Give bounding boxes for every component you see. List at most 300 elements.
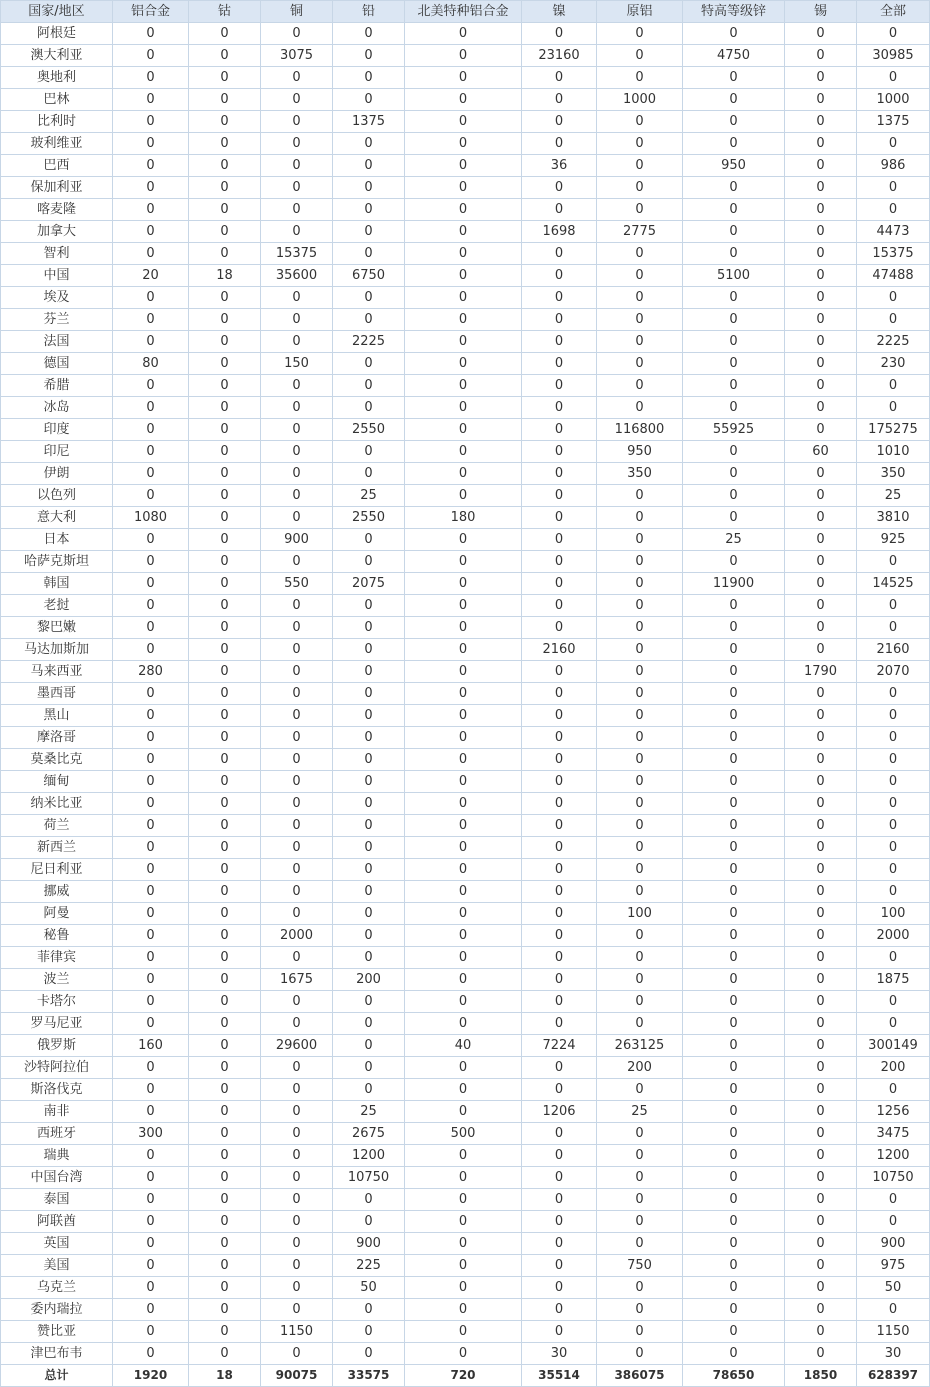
value-cell: 950	[683, 155, 785, 177]
value-cell: 0	[113, 1167, 189, 1189]
value-cell: 0	[857, 67, 930, 89]
country-cell: 希腊	[1, 375, 113, 397]
value-cell: 0	[683, 837, 785, 859]
value-cell: 0	[785, 67, 857, 89]
country-cell: 卡塔尔	[1, 991, 113, 1013]
value-cell: 35600	[261, 265, 333, 287]
value-cell: 0	[522, 793, 597, 815]
value-cell: 0	[405, 881, 522, 903]
value-cell: 0	[785, 1101, 857, 1123]
value-cell: 0	[522, 903, 597, 925]
value-cell: 0	[785, 1255, 857, 1277]
value-cell: 0	[785, 903, 857, 925]
value-cell: 0	[405, 221, 522, 243]
value-cell: 0	[857, 1013, 930, 1035]
value-cell: 0	[405, 1321, 522, 1343]
country-cell: 芬兰	[1, 309, 113, 331]
value-cell: 0	[189, 375, 261, 397]
value-cell: 0	[683, 1343, 785, 1365]
value-cell: 0	[405, 947, 522, 969]
value-cell: 0	[333, 1321, 405, 1343]
value-cell: 0	[189, 859, 261, 881]
value-cell: 0	[785, 1211, 857, 1233]
value-cell: 0	[597, 199, 683, 221]
value-cell: 280	[113, 661, 189, 683]
value-cell: 0	[597, 331, 683, 353]
value-cell: 350	[597, 463, 683, 485]
value-cell: 0	[785, 705, 857, 727]
value-cell: 0	[333, 1079, 405, 1101]
value-cell: 2225	[857, 331, 930, 353]
table-row	[1, 221, 930, 243]
value-cell: 0	[597, 969, 683, 991]
value-cell: 0	[261, 111, 333, 133]
table-row	[1, 1013, 930, 1035]
value-cell: 0	[261, 595, 333, 617]
country-cell: 印尼	[1, 441, 113, 463]
value-cell: 0	[189, 1013, 261, 1035]
value-cell: 0	[405, 793, 522, 815]
value-cell: 0	[189, 683, 261, 705]
value-cell: 0	[261, 793, 333, 815]
table-row	[1, 1057, 930, 1079]
country-cell: 津巴布韦	[1, 1343, 113, 1365]
value-cell: 40	[405, 1035, 522, 1057]
value-cell: 0	[522, 397, 597, 419]
value-cell: 0	[261, 859, 333, 881]
value-cell: 0	[597, 177, 683, 199]
value-cell: 0	[597, 265, 683, 287]
value-cell: 0	[683, 1013, 785, 1035]
value-cell: 0	[261, 507, 333, 529]
value-cell: 0	[522, 1277, 597, 1299]
country-cell: 墨西哥	[1, 683, 113, 705]
value-cell: 0	[785, 727, 857, 749]
value-cell: 6750	[333, 265, 405, 287]
value-cell: 0	[522, 177, 597, 199]
table-row	[1, 573, 930, 595]
country-cell: 乌克兰	[1, 1277, 113, 1299]
column-header: 北美特种铝合金	[405, 1, 522, 23]
value-cell: 0	[405, 1079, 522, 1101]
value-cell: 3475	[857, 1123, 930, 1145]
table-row	[1, 133, 930, 155]
value-cell: 0	[785, 771, 857, 793]
value-cell: 0	[113, 881, 189, 903]
value-cell: 0	[522, 815, 597, 837]
value-cell: 0	[597, 243, 683, 265]
value-cell: 0	[597, 881, 683, 903]
value-cell: 0	[261, 67, 333, 89]
value-cell: 2775	[597, 221, 683, 243]
value-cell: 0	[683, 793, 785, 815]
value-cell: 0	[261, 177, 333, 199]
value-cell: 0	[522, 991, 597, 1013]
column-header: 钴	[189, 1, 261, 23]
value-cell: 0	[683, 331, 785, 353]
column-header: 国家/地区	[1, 1, 113, 23]
value-cell: 0	[683, 749, 785, 771]
value-cell: 0	[857, 749, 930, 771]
value-cell: 0	[785, 397, 857, 419]
value-cell: 0	[522, 529, 597, 551]
value-cell: 0	[597, 837, 683, 859]
value-cell: 0	[333, 397, 405, 419]
value-cell: 1200	[333, 1145, 405, 1167]
value-cell: 0	[189, 155, 261, 177]
value-cell: 1150	[857, 1321, 930, 1343]
value-cell: 0	[785, 507, 857, 529]
value-cell: 0	[405, 705, 522, 727]
value-cell: 0	[522, 1189, 597, 1211]
value-cell: 0	[522, 67, 597, 89]
value-cell: 0	[405, 727, 522, 749]
value-cell: 0	[113, 617, 189, 639]
table-row	[1, 771, 930, 793]
country-cell: 瑞典	[1, 1145, 113, 1167]
value-cell: 0	[857, 705, 930, 727]
value-cell: 14525	[857, 573, 930, 595]
value-cell: 0	[683, 441, 785, 463]
value-cell: 0	[405, 353, 522, 375]
value-cell: 0	[522, 551, 597, 573]
value-cell: 0	[597, 991, 683, 1013]
value-cell: 0	[261, 749, 333, 771]
value-cell: 0	[333, 441, 405, 463]
value-cell: 0	[522, 749, 597, 771]
value-cell: 20	[113, 265, 189, 287]
value-cell: 0	[333, 639, 405, 661]
value-cell: 0	[189, 705, 261, 727]
value-cell: 1375	[333, 111, 405, 133]
value-cell: 0	[113, 331, 189, 353]
value-cell: 0	[189, 771, 261, 793]
value-cell: 230	[857, 353, 930, 375]
value-cell: 0	[333, 221, 405, 243]
country-cell: 阿曼	[1, 903, 113, 925]
value-cell: 0	[261, 287, 333, 309]
value-cell: 0	[113, 727, 189, 749]
value-cell: 1675	[261, 969, 333, 991]
value-cell: 0	[189, 903, 261, 925]
value-cell: 0	[405, 1233, 522, 1255]
value-cell: 0	[683, 133, 785, 155]
value-cell: 100	[857, 903, 930, 925]
value-cell: 0	[333, 375, 405, 397]
country-cell: 泰国	[1, 1189, 113, 1211]
value-cell: 4473	[857, 221, 930, 243]
value-cell: 25	[333, 485, 405, 507]
value-cell: 0	[189, 1211, 261, 1233]
value-cell: 0	[785, 23, 857, 45]
value-cell: 60	[785, 441, 857, 463]
value-cell: 0	[405, 903, 522, 925]
value-cell: 4750	[683, 45, 785, 67]
value-cell: 1375	[857, 111, 930, 133]
value-cell: 10750	[333, 1167, 405, 1189]
table-row	[1, 463, 930, 485]
value-cell: 0	[113, 177, 189, 199]
value-cell: 0	[261, 639, 333, 661]
table-row	[1, 749, 930, 771]
table-row	[1, 991, 930, 1013]
value-cell: 0	[785, 1299, 857, 1321]
value-cell: 0	[522, 1145, 597, 1167]
value-cell: 0	[857, 617, 930, 639]
value-cell: 0	[261, 1343, 333, 1365]
value-cell: 1080	[113, 507, 189, 529]
country-cell: 老挝	[1, 595, 113, 617]
value-cell: 2675	[333, 1123, 405, 1145]
value-cell: 0	[597, 947, 683, 969]
value-cell: 0	[683, 639, 785, 661]
value-cell: 2225	[333, 331, 405, 353]
value-cell: 0	[405, 309, 522, 331]
value-cell: 0	[189, 1343, 261, 1365]
value-cell: 0	[683, 1299, 785, 1321]
value-cell: 0	[597, 551, 683, 573]
value-cell: 0	[857, 133, 930, 155]
value-cell: 0	[785, 331, 857, 353]
value-cell: 0	[785, 265, 857, 287]
value-cell: 925	[857, 529, 930, 551]
value-cell: 0	[785, 155, 857, 177]
value-cell: 0	[785, 177, 857, 199]
value-cell: 0	[683, 1079, 785, 1101]
value-cell: 0	[522, 331, 597, 353]
value-cell: 0	[261, 463, 333, 485]
value-cell: 0	[405, 243, 522, 265]
value-cell: 0	[597, 1299, 683, 1321]
value-cell: 1000	[857, 89, 930, 111]
value-cell: 0	[189, 485, 261, 507]
table-row	[1, 881, 930, 903]
country-cell: 智利	[1, 243, 113, 265]
value-cell: 0	[405, 419, 522, 441]
value-cell: 0	[785, 1057, 857, 1079]
value-cell: 0	[113, 1277, 189, 1299]
country-cell: 纳米比亚	[1, 793, 113, 815]
value-cell: 0	[785, 749, 857, 771]
value-cell: 263125	[597, 1035, 683, 1057]
value-cell: 100	[597, 903, 683, 925]
value-cell: 0	[597, 155, 683, 177]
value-cell: 0	[113, 287, 189, 309]
value-cell: 0	[261, 441, 333, 463]
value-cell: 0	[597, 45, 683, 67]
value-cell: 0	[683, 1101, 785, 1123]
value-cell: 0	[405, 1277, 522, 1299]
value-cell: 0	[785, 991, 857, 1013]
value-cell: 0	[522, 23, 597, 45]
country-cell: 喀麦隆	[1, 199, 113, 221]
value-cell: 0	[597, 925, 683, 947]
value-cell: 0	[405, 177, 522, 199]
value-cell: 1010	[857, 441, 930, 463]
value-cell: 0	[683, 89, 785, 111]
value-cell: 0	[785, 221, 857, 243]
value-cell: 50	[857, 1277, 930, 1299]
value-cell: 0	[113, 683, 189, 705]
value-cell: 0	[683, 1321, 785, 1343]
value-cell: 0	[785, 859, 857, 881]
country-cell: 英国	[1, 1233, 113, 1255]
value-cell: 0	[405, 771, 522, 793]
value-cell: 0	[522, 859, 597, 881]
value-cell: 0	[405, 573, 522, 595]
table-row	[1, 23, 930, 45]
value-cell: 0	[785, 551, 857, 573]
table-row	[1, 551, 930, 573]
value-cell: 0	[683, 375, 785, 397]
value-cell: 0	[261, 199, 333, 221]
value-cell: 0	[597, 815, 683, 837]
value-cell: 0	[522, 111, 597, 133]
value-cell: 0	[785, 133, 857, 155]
value-cell: 0	[857, 881, 930, 903]
country-cell: 尼日利亚	[1, 859, 113, 881]
value-cell: 0	[857, 815, 930, 837]
value-cell: 0	[333, 859, 405, 881]
value-cell: 0	[261, 1123, 333, 1145]
value-cell: 15375	[261, 243, 333, 265]
value-cell: 2070	[857, 661, 930, 683]
table-row	[1, 243, 930, 265]
value-cell: 0	[333, 991, 405, 1013]
value-cell: 0	[405, 287, 522, 309]
value-cell: 0	[683, 177, 785, 199]
value-cell: 0	[522, 1123, 597, 1145]
value-cell: 0	[261, 1145, 333, 1167]
value-cell: 29600	[261, 1035, 333, 1057]
value-cell: 0	[261, 485, 333, 507]
value-cell: 0	[857, 991, 930, 1013]
country-cell: 莫桑比克	[1, 749, 113, 771]
country-cell: 阿根廷	[1, 23, 113, 45]
value-cell: 0	[113, 111, 189, 133]
value-cell: 0	[857, 727, 930, 749]
table-row	[1, 309, 930, 331]
country-cell: 中国	[1, 265, 113, 287]
value-cell: 175275	[857, 419, 930, 441]
value-cell: 0	[189, 507, 261, 529]
value-cell: 0	[683, 23, 785, 45]
value-cell: 0	[597, 507, 683, 529]
value-cell: 0	[597, 1321, 683, 1343]
value-cell: 0	[113, 573, 189, 595]
value-cell: 0	[597, 595, 683, 617]
value-cell: 0	[405, 991, 522, 1013]
value-cell: 0	[113, 1211, 189, 1233]
value-cell: 10750	[857, 1167, 930, 1189]
value-cell: 0	[113, 1299, 189, 1321]
value-cell: 0	[597, 375, 683, 397]
value-cell: 0	[189, 837, 261, 859]
value-cell: 0	[857, 1211, 930, 1233]
value-cell: 0	[597, 1189, 683, 1211]
value-cell: 0	[405, 683, 522, 705]
value-cell: 0	[333, 353, 405, 375]
value-cell: 0	[261, 309, 333, 331]
country-cell: 奥地利	[1, 67, 113, 89]
value-cell: 0	[405, 1211, 522, 1233]
value-cell: 0	[113, 529, 189, 551]
value-cell: 0	[522, 419, 597, 441]
value-cell: 0	[113, 1101, 189, 1123]
value-cell: 0	[785, 243, 857, 265]
table-row	[1, 1189, 930, 1211]
total-row	[1, 1365, 930, 1387]
value-cell: 0	[597, 1277, 683, 1299]
value-cell: 0	[113, 1057, 189, 1079]
value-cell: 0	[189, 331, 261, 353]
value-cell: 0	[405, 331, 522, 353]
value-cell: 986	[857, 155, 930, 177]
value-cell: 0	[597, 859, 683, 881]
country-cell: 沙特阿拉伯	[1, 1057, 113, 1079]
value-cell: 0	[522, 771, 597, 793]
value-cell: 0	[261, 551, 333, 573]
value-cell: 0	[261, 683, 333, 705]
value-cell: 0	[333, 815, 405, 837]
value-cell: 0	[333, 903, 405, 925]
total-value-cell: 1850	[785, 1365, 857, 1387]
value-cell: 0	[785, 969, 857, 991]
header-row	[1, 1, 930, 23]
country-cell: 哈萨克斯坦	[1, 551, 113, 573]
country-cell: 加拿大	[1, 221, 113, 243]
value-cell: 0	[785, 529, 857, 551]
table-row	[1, 287, 930, 309]
value-cell: 200	[333, 969, 405, 991]
value-cell: 0	[522, 243, 597, 265]
country-cell: 美国	[1, 1255, 113, 1277]
value-cell: 11900	[683, 573, 785, 595]
table-row	[1, 265, 930, 287]
value-cell: 0	[189, 177, 261, 199]
value-cell: 0	[597, 793, 683, 815]
value-cell: 0	[405, 551, 522, 573]
value-cell: 0	[522, 573, 597, 595]
value-cell: 0	[522, 463, 597, 485]
value-cell: 0	[333, 1211, 405, 1233]
value-cell: 0	[522, 265, 597, 287]
value-cell: 0	[405, 45, 522, 67]
total-value-cell: 386075	[597, 1365, 683, 1387]
country-cell: 俄罗斯	[1, 1035, 113, 1057]
table-row	[1, 1321, 930, 1343]
value-cell: 0	[333, 617, 405, 639]
value-cell: 500	[405, 1123, 522, 1145]
value-cell: 0	[261, 947, 333, 969]
value-cell: 0	[405, 133, 522, 155]
value-cell: 750	[597, 1255, 683, 1277]
value-cell: 0	[683, 397, 785, 419]
table-row	[1, 529, 930, 551]
value-cell: 0	[261, 771, 333, 793]
value-cell: 0	[522, 969, 597, 991]
value-cell: 0	[522, 485, 597, 507]
value-cell: 0	[189, 243, 261, 265]
table-row	[1, 683, 930, 705]
value-cell: 0	[333, 1013, 405, 1035]
value-cell: 0	[113, 749, 189, 771]
table-row	[1, 727, 930, 749]
table-row	[1, 419, 930, 441]
value-cell: 0	[189, 309, 261, 331]
value-cell: 0	[683, 1167, 785, 1189]
value-cell: 0	[683, 1255, 785, 1277]
